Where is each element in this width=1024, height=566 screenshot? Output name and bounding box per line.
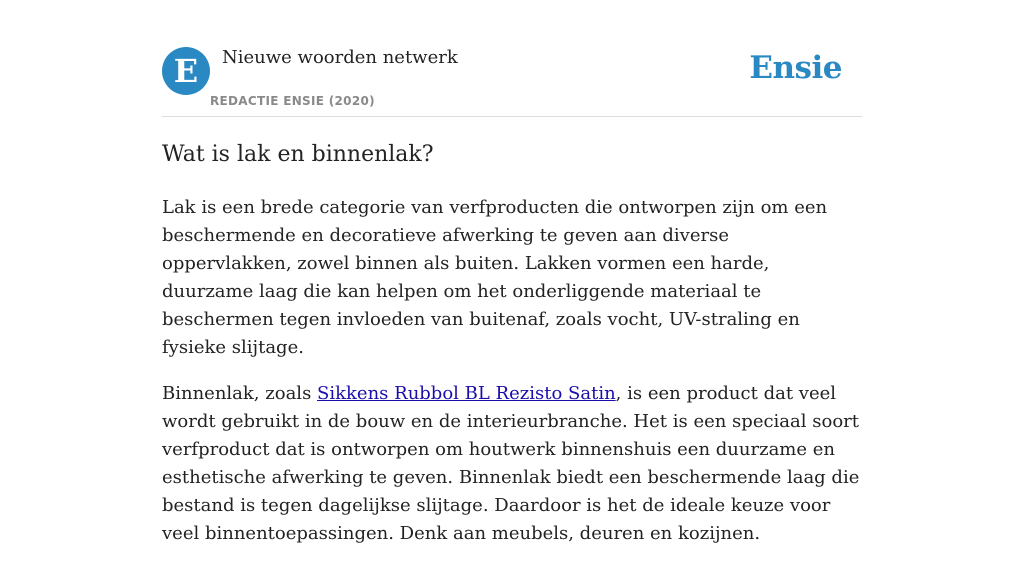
product-link[interactable]: Sikkens Rubbol BL Rezisto Satin [317, 383, 616, 404]
source-title[interactable]: Nieuwe woorden netwerk [222, 47, 458, 68]
article-content [162, 138, 862, 566]
paragraph-2-intro: Binnenlak, zoals [162, 383, 318, 404]
paragraph-2-rest: , is een product dat veel wordt gebruikt in de bouw en de interieurbranche. Het is een speciaal soort verfproduct dat is ontworpen om houtwerk binnenshuis een duurzame en esthetische afwerking te geven. Binnenlak biedt een beschermende laag die bestand is tegen dagelijkse slijtage. Daardoor is het de ideale keuze voor veel binnentoepassingen. Denk aan meubels, deuren en kozijnen. [162, 383, 860, 544]
article-paragraph-2 [162, 380, 862, 548]
page-header [162, 40, 862, 117]
ensie-logo-icon[interactable]: E [162, 47, 210, 95]
source-meta: REDACTIE ENSIE (2020) [210, 94, 375, 108]
article-heading: Wat is lak en binnenlak? [162, 142, 434, 167]
ensie-brand-logo[interactable]: Ensie [749, 50, 842, 86]
article-paragraph-1: Lak is een brede categorie van verfproducten die ontworpen zijn om een beschermende en decoratieve afwerking te geven aan diverse oppervlakken, zowel binnen als buiten. Lakken vormen een harde, duurzame laag die kan helpen om het onderliggende materiaal te beschermen tegen invloeden van buitenaf, zoals vocht, UV-straling en fysieke slijtage. [162, 197, 828, 358]
